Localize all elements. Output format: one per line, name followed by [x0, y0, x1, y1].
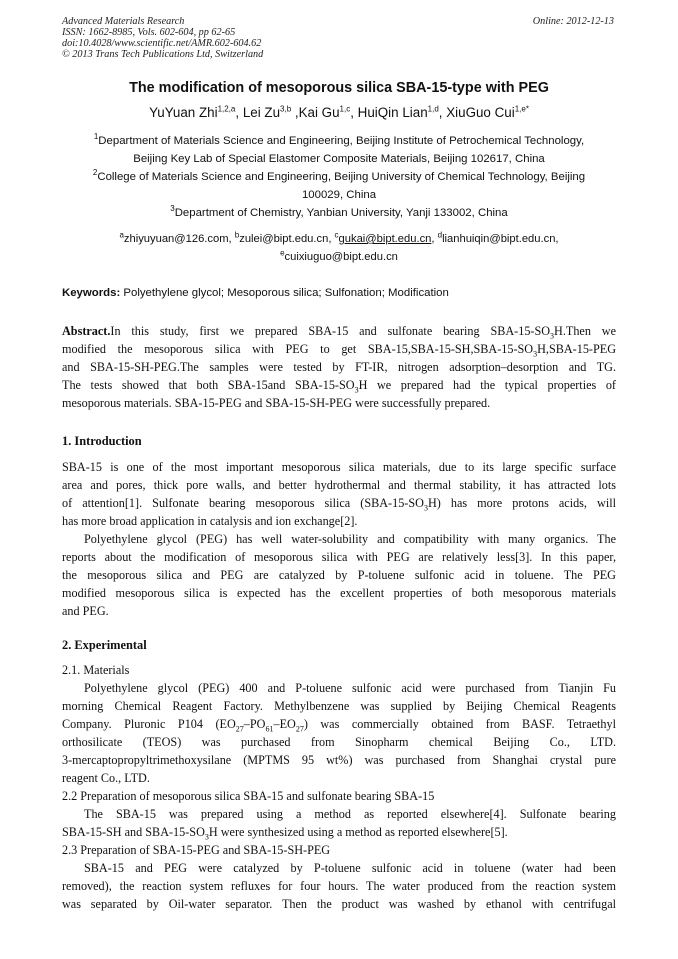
author-separator: , — [438, 105, 447, 120]
issn-line: ISSN: 1662-8985, Vols. 602-604, pp 62-65 — [62, 27, 236, 38]
author-separator: , — [235, 105, 243, 120]
author-name: XiuGuo Cui — [446, 105, 515, 120]
journal-name: Advanced Materials Research — [62, 16, 185, 27]
affiliation-2: $^2$College of Materials Science and Engineering, Beijing University of Chemical Technology, Beijing 100029, China — [92, 168, 586, 201]
email-e[interactable]: cuixiuguo@bipt.edu.cn — [284, 251, 398, 263]
author-emails: $^a$zhiyuyuan@126.com, $^b$zulei@bipt.edu.cn, $^c$gukai@bipt.edu.cn, $^d$lianhuiqin@bipt.edu.cn, $^e$cuixiuguo@bipt.edu.cn — [119, 230, 559, 263]
section-heading-experimental: 2. Experimental — [62, 638, 147, 652]
online-date: Online: 2012-12-13 — [532, 16, 614, 27]
keywords-text: Polyethylene glycol; Mesoporous silica; Sulfonation; Modification — [120, 287, 449, 299]
author-separator: , — [350, 105, 358, 120]
author-name: HuiQin Lian — [357, 105, 428, 120]
introduction-body: SBA-15 is one of the most important mesoporous silica materials, due to its large specific surface area and pores, thick pore walls, and better hydrothermal and thermal stability, it has attracted lots of attention[1]. Sulfonate bearing mesoporous silica $(SBA-15-SO_3H)$ has more protons acids, will has more broad application in catalysis and ion exchange[2]. Polyethylene glycol (PEG) has well water-solubility and compatibility with many organics. The reports about the modification of mesoporous silica with PEG are relatively less[3]. In this paper, the mesoporous silica and PEG are catalyzed by P-toluene sulfonic acid in toluene. The PEG modified mesoporous silica is expected has the excellent properties of both mesoporous materials and PEG. — [62, 460, 616, 618]
author-affiliation-sup: 1,d — [427, 104, 439, 114]
email-c-link[interactable]: gukai@bipt.edu.cn — [338, 233, 432, 245]
subsection-2-2: 2.2 Preparation of mesoporous silica SBA-15 and sulfonate bearing SBA-15 — [62, 789, 435, 803]
email-b[interactable]: zulei@bipt.edu.cn, — [239, 233, 335, 245]
experimental-body: 2.1. Materials Polyethylene glycol (PEG) 400 and P-toluene sulfonic acid were purchased from Tianjin Fu morning Chemical Reagent Factory. Methylbenzene was supplied by Beijing Chemical Reagents Company. Pluronic P104 $(EO_{27}-PO_{61}-EO_{27})$ was commercially obtained from BASF. Tetraethyl orthosilicate (TEOS) was purchased from Sinopharm chemical Beijing Co., LTD. 3-mercaptopropyltrimethoxysilane (MPTMS 95 wt%) was purchased from Shanghai crystal pure reagent Co., LTD. 2.2 Preparation of mesoporous silica SBA-15 and sulfonate bearing SBA-15 The SBA-15 was prepared using a method as reported elsewhere[4]. Sulfonate bearing SBA-15-SH and SBA-$15-SO_3H$ were synthesized using a method as reported elsewhere[5]. 2.3 Preparation of SBA-15-PEG and SBA-15-SH-PEG SBA-15 and PEG were catalyzed by P-toluene sulfonic acid in toluene (water had been removed), the reaction system refluxes for four hours. The water produced from the reaction system was separated by Oil-water separator. Then the product was washed by ethanol with centrifugal — [62, 663, 617, 911]
author-name: Lei Zu — [242, 105, 281, 120]
abstract: Abstract.In this study, first we prepared SBA-15 and sulfonate bearing SBA-$15-SO_3H.Then$ we modified the mesoporous silica with PEG to get SBA-$15,SBA-15-SH,SBA-15-SO_3H,SBA-15$-PEG and SBA-15-SH-PEG.The samples were tested by FT-IR, nitrogen adsorption–desorption and TG. The tests showed that both SBA-15and SBA-$15-SO_3H$ we prepared had the typical properties of mesoporous materials. SBA-15-PEG and SBA-15-SH-PEG were successfully prepared. — [62, 324, 616, 410]
section-heading-introduction: 1. Introduction — [62, 434, 142, 448]
affiliation-3: $^3$Department of Chemistry, Yanbian University, Yanji 133002, China — [170, 204, 508, 219]
author-affiliation-sup: 1,c — [339, 104, 351, 114]
email-a[interactable]: zhiyuyuan@126.com, — [123, 233, 235, 245]
author-affiliation-sup: 3,b — [280, 104, 292, 114]
keywords — [62, 287, 616, 299]
email-d[interactable]: lianhuiqin@bipt.edu.cn, — [442, 233, 559, 245]
author-affiliation-sup: 1,e* — [514, 104, 529, 114]
abstract-label: Abstract. — [62, 324, 111, 338]
author-name: Kai Gu — [298, 105, 340, 120]
author-separator: , — [291, 105, 299, 120]
author-list — [0, 105, 678, 120]
affiliation-1: $^1$Department of Materials Science and Engineering, Beijing Institute of Petrochemical Technology, Beijing Key Lab of Special Elastomer Composite Materials, Beijing 102617, China — [93, 132, 585, 165]
paper-title: The modification of mesoporous silica SBA-15-type with PEG — [129, 80, 549, 96]
subsection-2-1: 2.1. Materials — [62, 663, 130, 677]
copyright-line: © 2013 Trans Tech Publications Ltd, Switzerland — [62, 49, 264, 60]
doi-line: doi:10.4028/www.scientific.net/AMR.602-604.62 — [62, 38, 262, 49]
author-name: YuYuan Zhi — [149, 105, 218, 120]
journal-header — [62, 16, 462, 60]
keywords-label: Keywords: — [62, 287, 121, 299]
subsection-2-3: 2.3 Preparation of SBA-15-PEG and SBA-15-SH-PEG — [62, 843, 331, 857]
author-affiliation-sup: 1,2,a — [217, 104, 236, 114]
